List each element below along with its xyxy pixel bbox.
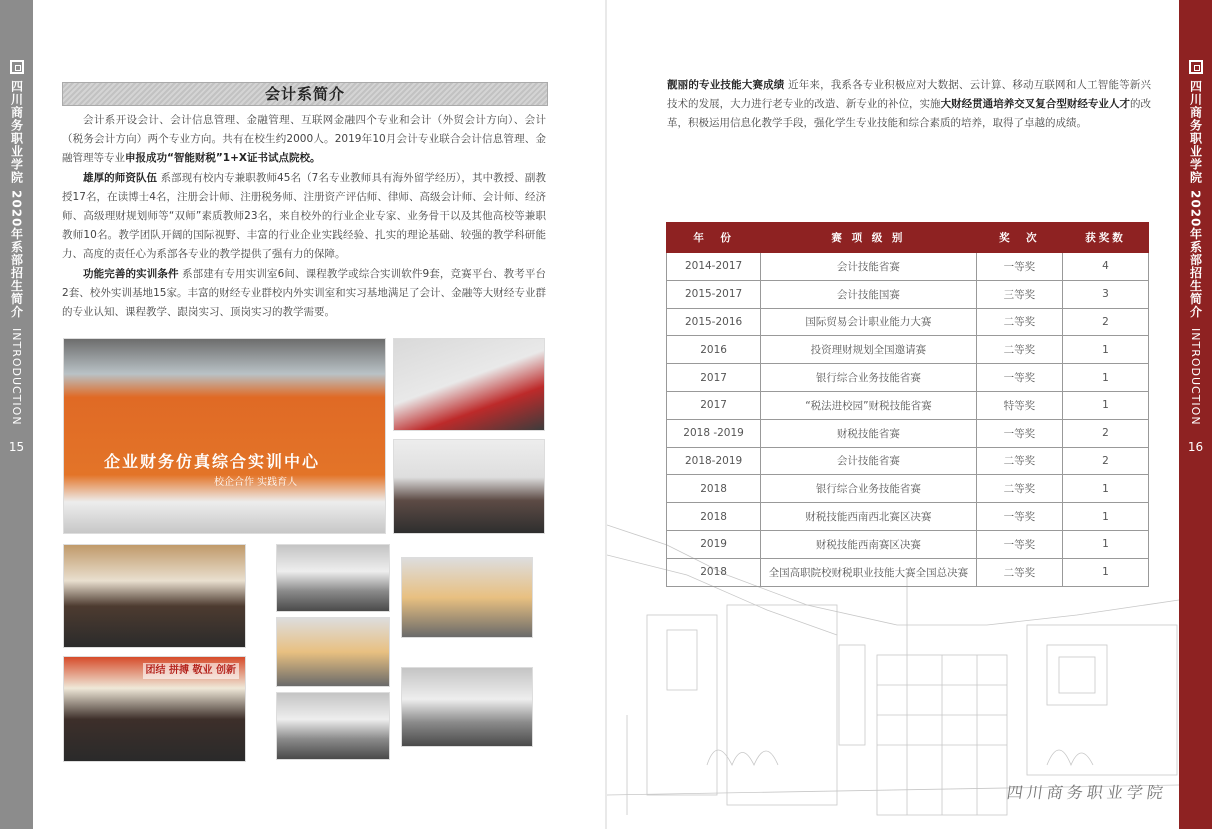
page-number: 16 <box>1187 439 1204 454</box>
competition-results-table <box>666 222 1149 587</box>
left-page <box>0 0 605 829</box>
training-center-photo <box>63 338 386 534</box>
table-row <box>667 308 1149 336</box>
table-row <box>667 558 1149 586</box>
cell-award: 一等奖 <box>976 253 1062 281</box>
cell-year: 2017 <box>667 364 761 392</box>
left-sidebar <box>0 0 33 829</box>
cell-year: 2015-2016 <box>667 308 761 336</box>
sidebar-school-name: 四川商务职业学院 <box>1188 80 1203 184</box>
cell-count: 1 <box>1063 475 1149 503</box>
cell-competition: 全国高职院校财税职业技能大赛全国总决赛 <box>761 558 977 586</box>
cell-competition: 会计技能省赛 <box>761 447 977 475</box>
sidebar-school-name: 四川商务职业学院 <box>9 80 24 184</box>
intro-text <box>62 111 546 322</box>
cell-competition: 国际贸易会计职业能力大赛 <box>761 308 977 336</box>
right-page <box>607 0 1212 829</box>
table-row <box>667 447 1149 475</box>
header-competition: 赛 项 级 别 <box>761 223 977 253</box>
group-photo <box>393 439 545 534</box>
cell-year: 2018 <box>667 475 761 503</box>
cell-count: 1 <box>1063 364 1149 392</box>
header-year: 年 份 <box>667 223 761 253</box>
cell-count: 1 <box>1063 503 1149 531</box>
intro-highlight: 申报成功“智能财税”1+X证书试点院校。 <box>125 152 321 165</box>
cell-competition: 财税技能西南西北赛区决赛 <box>761 503 977 531</box>
cell-award: 特等奖 <box>976 391 1062 419</box>
cell-competition: 投资理财规划全国邀请赛 <box>761 336 977 364</box>
cell-year: 2017 <box>667 391 761 419</box>
cell-year: 2018 <box>667 558 761 586</box>
banner-slogan: 团结 拼搏 敬业 创新 <box>143 663 239 679</box>
cell-count: 2 <box>1063 447 1149 475</box>
table-row <box>667 419 1149 447</box>
cell-count: 1 <box>1063 391 1149 419</box>
campus-sketch-caption: 四川商务职业学院 <box>1005 783 1169 802</box>
cell-award: 一等奖 <box>976 503 1062 531</box>
sidebar-english-label: INTRODUCTION <box>10 328 23 426</box>
cell-count: 3 <box>1063 280 1149 308</box>
cell-award: 一等奖 <box>976 364 1062 392</box>
cell-year: 2019 <box>667 530 761 558</box>
header-count: 获奖数 <box>1063 223 1149 253</box>
cell-year: 2016 <box>667 336 761 364</box>
table-row <box>667 336 1149 364</box>
classroom-photo <box>63 544 246 648</box>
page-number: 15 <box>8 439 25 454</box>
achievements-paragraph: 靓丽的专业技能大赛成绩 近年来，我系各专业积极应对大数据、云计算、移动互联网和人工智能等新兴技术的发展，大力进行老专业的改造、新专业的补位，实施大财经贯通培养交叉复合型财经专业人才的改革，积极运用信息化教学手段，强化学生专业技能和综合素质的培养，取得了卓越的成绩。 <box>667 79 1152 130</box>
cell-count: 1 <box>1063 558 1149 586</box>
cell-award: 一等奖 <box>976 530 1062 558</box>
right-sidebar <box>1179 0 1212 829</box>
sidebar-subtitle: 2020年系部招生简介 <box>1188 190 1203 319</box>
cell-year: 2018 -2019 <box>667 419 761 447</box>
cell-competition: 财税技能西南赛区决赛 <box>761 530 977 558</box>
cell-competition: 财税技能省赛 <box>761 419 977 447</box>
cell-count: 2 <box>1063 419 1149 447</box>
table-row <box>667 503 1149 531</box>
cell-count: 1 <box>1063 336 1149 364</box>
cell-year: 2014-2017 <box>667 253 761 281</box>
cell-award: 一等奖 <box>976 419 1062 447</box>
faculty-heading: 雄厚的师资队伍 <box>83 171 158 184</box>
cell-year: 2018 <box>667 503 761 531</box>
training-center-sign: 企业财务仿真综合实训中心 <box>104 452 321 471</box>
achievements-highlight: 大财经贯通培养交叉复合型财经专业人才 <box>940 98 1130 111</box>
cell-count: 2 <box>1063 308 1149 336</box>
computer-lab-photo <box>393 338 545 431</box>
lab-photo-1 <box>276 544 390 612</box>
facility-heading: 功能完善的实训条件 <box>83 267 179 280</box>
sidebar-english-label: INTRODUCTION <box>1189 328 1202 426</box>
table-row <box>667 253 1149 281</box>
table-row <box>667 530 1149 558</box>
cell-year: 2018-2019 <box>667 447 761 475</box>
cell-competition: 会计技能省赛 <box>761 253 977 281</box>
lab-photo-4 <box>401 557 533 638</box>
achievements-heading: 靓丽的专业技能大赛成绩 <box>667 79 785 91</box>
school-logo-icon <box>10 60 24 74</box>
training-center-slogan: 校企合作 实践育人 <box>214 477 298 488</box>
cell-competition: 会计技能国赛 <box>761 280 977 308</box>
cell-award: 二等奖 <box>976 475 1062 503</box>
cell-award: 二等奖 <box>976 558 1062 586</box>
section-title: 会计系简介 <box>62 82 548 106</box>
achievements-text <box>667 76 1151 134</box>
cell-competition: 银行综合业务技能省赛 <box>761 364 977 392</box>
cell-award: 二等奖 <box>976 308 1062 336</box>
intro-paragraph-1: 会计系开设会计、会计信息管理、金融管理、互联网金融四个专业和会计（外贸会计方向）、会计（税务会计方向）两个专业方向。共有在校生约2000人。2019年10月会计专业联合会计信息管理、金融管理等专业申报成功“智能财税”1+X证书试点院校。 <box>62 114 546 165</box>
cell-count: 1 <box>1063 530 1149 558</box>
cell-award: 三等奖 <box>976 280 1062 308</box>
cell-competition: “税法进校园”财税技能省赛 <box>761 391 977 419</box>
table-row <box>667 475 1149 503</box>
header-award: 奖 次 <box>976 223 1062 253</box>
table-row <box>667 364 1149 392</box>
banner-classroom-photo <box>63 656 246 762</box>
sidebar-subtitle: 2020年系部招生简介 <box>9 190 24 319</box>
cell-award: 二等奖 <box>976 447 1062 475</box>
table-header-row <box>667 223 1149 253</box>
table-row <box>667 391 1149 419</box>
lab-photo-3 <box>276 692 390 760</box>
cell-count: 4 <box>1063 253 1149 281</box>
lab-photo-5 <box>401 667 533 747</box>
faculty-paragraph: 雄厚的师资队伍 系部现有校内专兼职教师45名（7名专业教师具有海外留学经历），其中教授、副教授17名，在读博士4名，注册会计师、注册税务师、注册资产评估师、律师、高级会计师、会计师、经济师、高级理财规划师等“双师”素质教师23名，来自校外的行业企业专家、业务骨干以及其他高校等兼职教师10名。教学团队开阔的国际视野、丰富的行业企业实践经验、扎实的理论基础、较强的教学科研能力、高度的责任心为系部各专业的教学提供了强有力的保障。 <box>62 171 547 261</box>
facility-paragraph: 功能完善的实训条件 系部建有专用实训室6间、课程教学或综合实训软件9套，竞赛平台、教考平台2套、校外实训基地15家。丰富的财经专业群校内外实训室和实习基地满足了会计、金融等大财经专业群的专业认知、课程教学、跟岗实习、顶岗实习的教学需要。 <box>62 267 547 319</box>
table-row <box>667 280 1149 308</box>
cell-year: 2015-2017 <box>667 280 761 308</box>
school-logo-icon <box>1189 60 1203 74</box>
cell-competition: 银行综合业务技能省赛 <box>761 475 977 503</box>
lab-photo-2 <box>276 617 390 687</box>
cell-award: 二等奖 <box>976 336 1062 364</box>
